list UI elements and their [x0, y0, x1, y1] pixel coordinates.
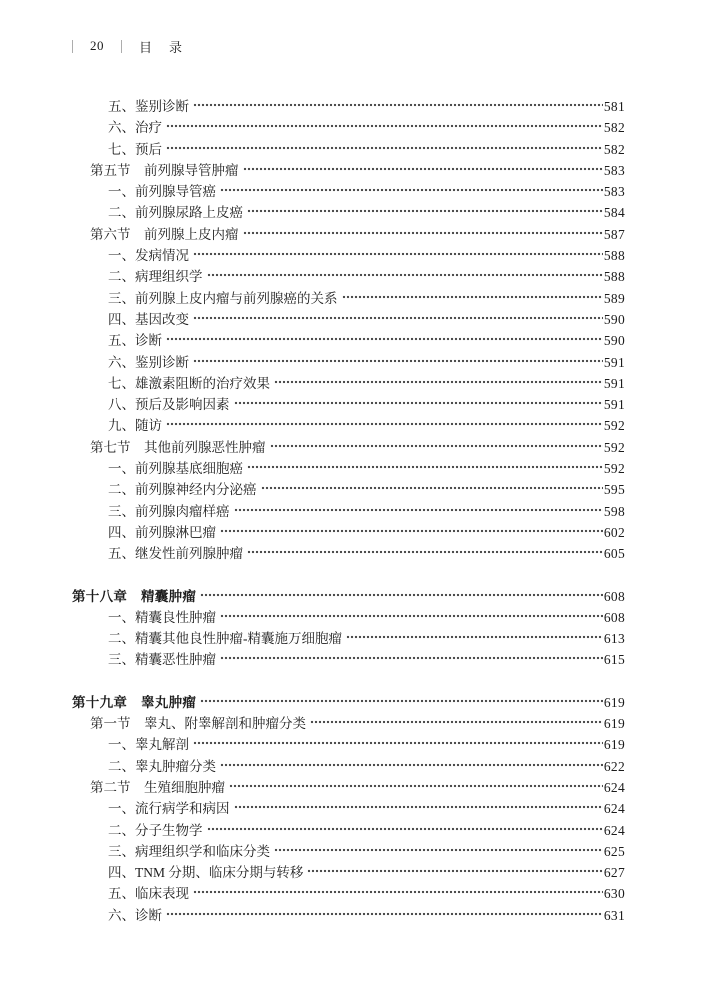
toc-entry	[72, 692, 625, 713]
toc-entry-page: 589	[603, 290, 625, 306]
toc-entry-page: 592	[603, 461, 625, 477]
toc-entry	[108, 373, 625, 394]
toc-entry-page: 622	[603, 758, 625, 774]
dot-leader	[193, 248, 603, 260]
toc-entry	[108, 841, 625, 862]
toc-entry-text: 一、睾丸解剖	[108, 737, 189, 753]
toc-entry-page: 613	[603, 631, 625, 647]
toc-entry	[72, 586, 625, 607]
toc-entry-page: 583	[603, 162, 625, 178]
toc-entry-text: 五、鉴别诊断	[108, 99, 189, 114]
dot-leader	[220, 525, 603, 537]
dot-leader	[234, 504, 603, 516]
toc-entry-page: 619	[603, 694, 625, 710]
dot-leader	[200, 589, 603, 601]
toc-entry	[108, 543, 625, 564]
dot-leader	[243, 227, 603, 239]
toc-entry-text: 一、前列腺导管癌	[108, 184, 216, 200]
dot-leader	[247, 461, 603, 473]
toc-entry	[108, 245, 625, 266]
toc-entry-page: 627	[603, 865, 625, 881]
header-divider-left	[72, 40, 73, 53]
toc-entry-text: 一、精囊良性肿瘤	[108, 609, 216, 625]
dot-leader	[207, 269, 603, 281]
toc-entry-text: 三、前列腺上皮内瘤与前列腺癌的关系	[108, 290, 338, 306]
toc-entry-page: 583	[603, 184, 625, 200]
dot-leader	[166, 142, 603, 154]
dot-leader	[193, 886, 603, 898]
header-page-number: 20	[90, 38, 104, 53]
toc-entry-page: 588	[603, 248, 625, 264]
dot-leader	[274, 844, 603, 856]
toc-entry-page: 608	[603, 609, 625, 625]
toc-entry	[90, 713, 625, 734]
toc-entry	[108, 862, 625, 883]
toc-entry-text: 第一节 睾丸、附睾解剖和肿瘤分类	[90, 716, 306, 732]
toc-entry-page: 584	[603, 205, 625, 221]
toc-entry-page: 592	[603, 439, 625, 455]
dot-leader	[342, 291, 603, 303]
dot-leader	[307, 865, 602, 877]
dot-leader	[247, 546, 603, 558]
dot-leader	[207, 823, 603, 835]
toc-entry	[108, 202, 625, 223]
toc-entry-text: 二、精囊其他良性肿瘤-精囊施万细胞瘤	[108, 631, 342, 647]
toc-entry	[108, 522, 625, 543]
toc-entry-page: 595	[603, 482, 625, 498]
dot-leader	[166, 418, 603, 430]
toc-entry-page: 591	[603, 397, 625, 413]
toc-entry	[108, 628, 625, 649]
toc-entry-page: 615	[603, 652, 625, 668]
toc-entry-page: 619	[603, 737, 625, 753]
toc-entry-text: 第五节 前列腺导管肿瘤	[90, 162, 239, 178]
toc-entry-text: 第七节 其他前列腺恶性肿瘤	[90, 439, 266, 455]
toc-entry-page: 588	[603, 269, 625, 285]
toc-entry-page: 619	[603, 716, 625, 732]
toc-entry-page: 624	[603, 822, 625, 838]
toc-entry-page: 631	[603, 907, 625, 923]
toc-entry-page: 582	[603, 120, 625, 136]
toc-entry-text: 第六节 前列腺上皮内瘤	[90, 226, 239, 242]
toc-entry	[108, 734, 625, 755]
toc-entry	[108, 905, 625, 926]
dot-leader	[229, 780, 603, 792]
toc-entry-page: 592	[603, 418, 625, 434]
header-divider-right	[121, 40, 122, 53]
toc-entry-page: 590	[603, 311, 625, 327]
toc-entry-text: 五、诊断	[108, 333, 162, 349]
toc-entry-page: 608	[603, 588, 625, 604]
toc-entry-text: 九、随访	[108, 418, 162, 434]
toc-entry-text: 一、流行病学和病因	[108, 801, 230, 817]
dot-leader	[234, 801, 603, 813]
toc-entry-text: 二、病理组织学	[108, 269, 203, 285]
dot-leader	[193, 312, 603, 324]
toc-entry	[90, 160, 625, 181]
dot-leader	[166, 333, 603, 345]
toc-entry-text: 第十八章 精囊肿瘤	[72, 588, 197, 604]
toc-entry-text: 一、发病情况	[108, 248, 189, 264]
dot-leader	[193, 99, 603, 111]
toc-entry	[108, 117, 625, 138]
toc-entry-text: 二、前列腺神经内分泌癌	[108, 482, 257, 498]
toc-entry-page: 587	[603, 226, 625, 242]
toc-entry	[90, 437, 625, 458]
dot-leader	[247, 205, 603, 217]
toc-entry-page: 598	[603, 503, 625, 519]
dot-leader	[200, 695, 603, 707]
dot-leader	[220, 652, 603, 664]
dot-leader	[270, 440, 603, 452]
toc-entry	[108, 501, 625, 522]
toc-entry	[108, 288, 625, 309]
toc-entry	[90, 224, 625, 245]
toc-entry	[108, 266, 625, 287]
toc-entry	[108, 798, 625, 819]
toc-entry	[108, 415, 625, 436]
toc-entry	[108, 181, 625, 202]
toc-entry	[108, 330, 625, 351]
toc-entry-text: 四、前列腺淋巴瘤	[108, 524, 216, 540]
dot-leader	[193, 737, 603, 749]
dot-leader	[243, 163, 603, 175]
toc-entry-text: 四、TNM 分期、临床分期与转移	[108, 865, 304, 881]
toc-entry-text: 八、预后及影响因素	[108, 397, 230, 413]
toc-entry-text: 三、病理组织学和临床分类	[108, 843, 270, 859]
toc-entry-text: 一、前列腺基底细胞癌	[108, 461, 243, 477]
toc-entry	[108, 458, 625, 479]
toc-entry	[108, 139, 625, 160]
toc-entry	[108, 883, 625, 904]
toc-entry-text: 五、继发性前列腺肿瘤	[108, 546, 243, 562]
toc-entry	[108, 352, 625, 373]
toc-entry-page: 625	[603, 843, 625, 859]
toc-entry-page: 624	[603, 779, 625, 795]
toc-entry-page: 624	[603, 801, 625, 817]
toc-entry	[108, 309, 625, 330]
toc-entry-text: 三、精囊恶性肿瘤	[108, 652, 216, 668]
toc-entry	[90, 777, 625, 798]
toc-entry	[108, 479, 625, 500]
toc-entry	[108, 607, 625, 628]
toc-entry-text: 四、基因改变	[108, 311, 189, 327]
toc-entry-text: 七、预后	[108, 141, 162, 157]
toc-entry-text: 七、雄激素阻断的治疗效果	[108, 375, 270, 391]
toc-entry	[108, 394, 625, 415]
toc-entry-text: 六、诊断	[108, 907, 162, 923]
toc-entry-text: 第二节 生殖细胞肿瘤	[90, 779, 225, 795]
header-title: 目 录	[139, 39, 185, 55]
dot-leader	[220, 759, 603, 771]
running-header	[72, 38, 625, 54]
toc-entry-page: 590	[603, 333, 625, 349]
dot-leader	[166, 120, 603, 132]
dot-leader	[261, 482, 603, 494]
toc-entry-text: 二、睾丸肿瘤分类	[108, 758, 216, 774]
dot-leader	[193, 355, 603, 367]
toc-entry-text: 第十九章 睾丸肿瘤	[72, 694, 197, 710]
toc-entry-page: 630	[603, 886, 625, 902]
dot-leader	[274, 376, 603, 388]
dot-leader	[220, 184, 603, 196]
toc-entry-text: 六、鉴别诊断	[108, 354, 189, 370]
toc-list	[72, 96, 625, 926]
dot-leader	[234, 397, 603, 409]
toc-entry-text: 三、前列腺肉瘤样癌	[108, 503, 230, 519]
toc-entry	[108, 649, 625, 670]
toc-entry-text: 六、治疗	[108, 120, 162, 136]
dot-leader	[166, 908, 603, 920]
toc-entry	[108, 820, 625, 841]
dot-leader	[346, 631, 603, 643]
toc-entry-page: 581	[603, 99, 625, 114]
dot-leader	[310, 716, 603, 728]
dot-leader	[220, 610, 603, 622]
toc-entry-page: 591	[603, 354, 625, 370]
toc-entry-page: 605	[603, 546, 625, 562]
toc-entry-page: 602	[603, 524, 625, 540]
toc-entry-text: 二、分子生物学	[108, 822, 203, 838]
toc-entry-text: 二、前列腺尿路上皮癌	[108, 205, 243, 221]
toc-entry-page: 582	[603, 141, 625, 157]
toc-entry-text: 五、临床表现	[108, 886, 189, 902]
toc-entry-page: 591	[603, 375, 625, 391]
toc-entry	[108, 96, 625, 117]
toc-entry	[108, 756, 625, 777]
